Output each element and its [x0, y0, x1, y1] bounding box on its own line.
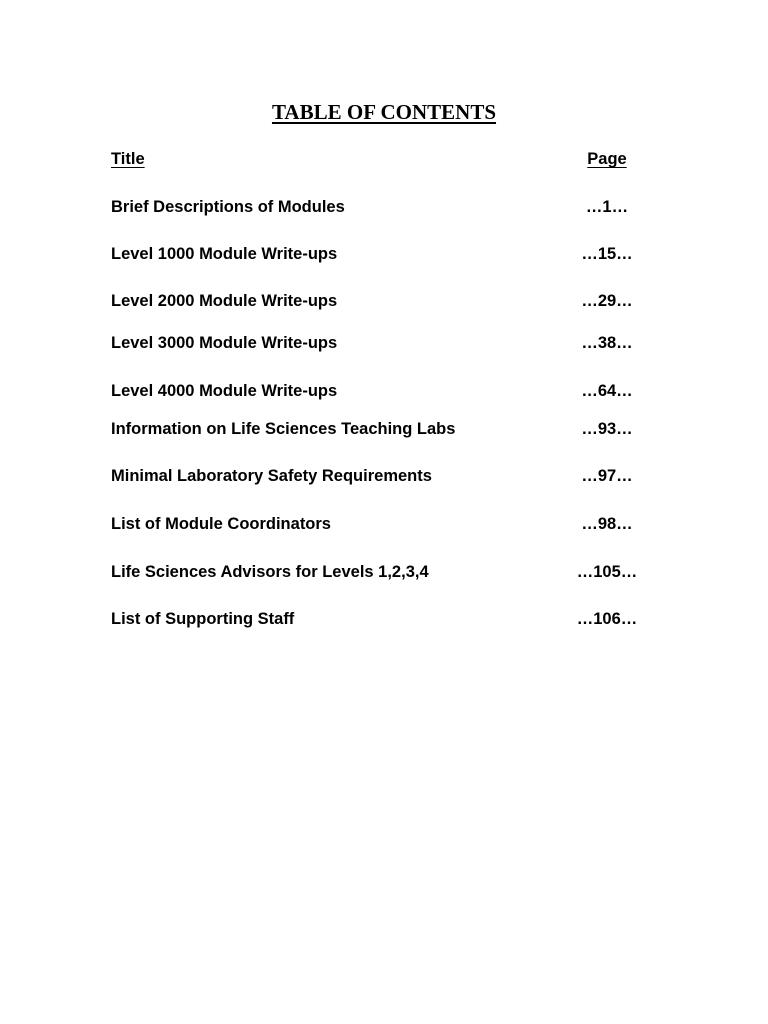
toc-entry-label: Level 2000 Module Write-ups — [111, 292, 338, 310]
toc-entry-page: …106… — [576, 610, 638, 628]
toc-entry[interactable] — [111, 418, 671, 440]
toc-entry-page: …98… — [581, 515, 633, 533]
toc-entry[interactable] — [111, 380, 671, 402]
toc-entry-label: Brief Descriptions of Modules — [111, 198, 345, 216]
toc-entry-page: …64… — [581, 382, 633, 400]
toc-entry[interactable] — [111, 196, 671, 218]
toc-entry[interactable] — [111, 561, 671, 583]
toc-entry[interactable] — [111, 465, 671, 487]
toc-entry[interactable] — [111, 243, 671, 265]
toc-entry-page: …38… — [581, 334, 633, 352]
toc-entry-label: List of Supporting Staff — [111, 610, 295, 628]
toc-entry[interactable] — [111, 608, 671, 630]
toc-entry-label: Level 3000 Module Write-ups — [111, 334, 338, 352]
table-of-contents — [111, 0, 671, 1024]
toc-entry-page: …29… — [581, 292, 633, 310]
toc-entry-page: …15… — [581, 245, 633, 263]
toc-entry-label: Life Sciences Advisors for Levels 1,2,3,4 — [111, 563, 429, 581]
toc-entry-page: …93… — [581, 420, 633, 438]
page-column-header: Page — [587, 150, 627, 168]
toc-entry[interactable] — [111, 290, 671, 312]
toc-entry-page: …105… — [576, 563, 638, 581]
toc-entry-label: Level 1000 Module Write-ups — [111, 245, 338, 263]
toc-entry-label: Information on Life Sciences Teaching Labs — [111, 420, 456, 438]
toc-entry-label: Level 4000 Module Write-ups — [111, 382, 338, 400]
page-title: TABLE OF CONTENTS — [271, 100, 497, 124]
toc-entry[interactable] — [111, 513, 671, 535]
toc-entry-page: …1… — [585, 198, 629, 216]
toc-header-row — [111, 148, 671, 170]
toc-entry-label: List of Module Coordinators — [111, 515, 331, 533]
toc-entry-label: Minimal Laboratory Safety Requirements — [111, 467, 432, 485]
toc-entry[interactable] — [111, 332, 671, 354]
toc-entry-page: …97… — [581, 467, 633, 485]
title-column-header: Title — [111, 150, 145, 168]
